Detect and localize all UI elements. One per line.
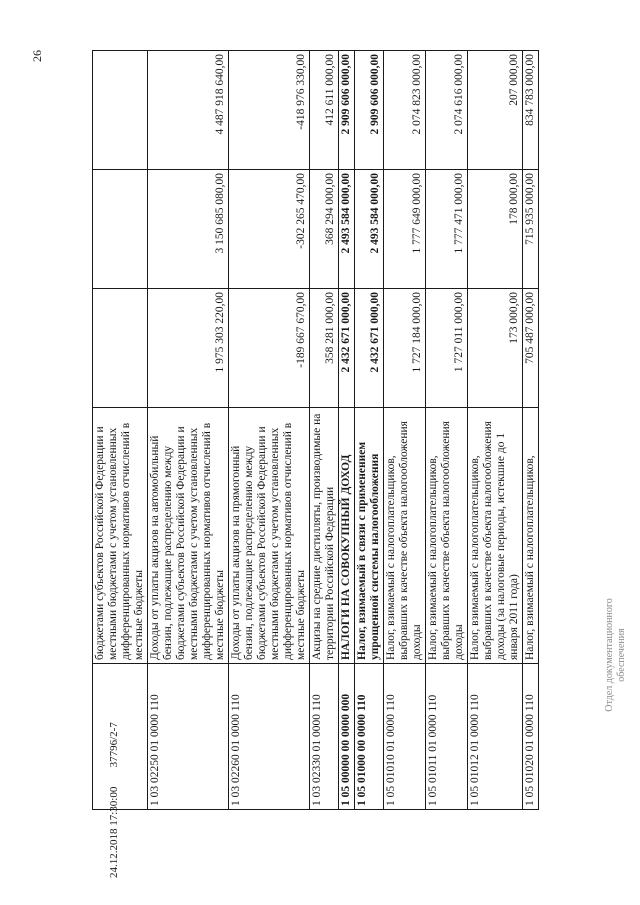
value-2021-cell: 412 611 000,00 [310,51,339,170]
name-cell: НАЛОГИ НА СОВОКУПНЫЙ ДОХОД [339,408,355,664]
name-cell: бюджетами субъектов Российской Федерации и местными бюджетами с учетом установленных дифференцированных нормативов отчислений в местные бюджеты [93,408,148,664]
value-2020-cell: 368 294 000,00 [310,170,339,289]
value-2021-cell: 207 000,00 [468,51,523,170]
table-row [355,51,384,810]
value-2020-cell: 1 777 649 000,00 [384,170,426,289]
value-2020-cell: 2 493 584 000,00 [355,170,384,289]
stamp-line: Отдел документационного [604,598,615,712]
code-cell: 1 05 01011 01 0000 110 [426,664,468,810]
value-2020-cell: 3 150 685 080,00 [148,170,229,289]
name-cell: Налог, взимаемый с налогоплательщиков, выбравших в качестве объекта налогообложения доходы [426,408,468,664]
code-cell: 1 03 02250 01 0000 110 [148,664,229,810]
footer-date: 24.12.2018 17:30:00 [108,786,120,878]
name-cell: Налог, взимаемый с налогоплательщиков, выбравших в качестве объекта налогообложения доходы (за налоговые периоды, истекшие до 1 января 2011 года) [468,408,523,664]
code-cell: 1 03 02260 01 0000 110 [229,664,310,810]
value-2020-cell: 1 777 471 000,00 [426,170,468,289]
value-2021-cell: -418 976 330,00 [229,51,310,170]
value-2020-cell: 178 000,00 [468,170,523,289]
page-number: 26 [30,50,44,62]
value-2021-cell: 2 074 616 000,00 [426,51,468,170]
footer [108,722,120,878]
code-cell: 1 05 01000 00 0000 110 [355,664,384,810]
value-2019-cell: 705 487 000,00 [523,289,539,408]
name-cell: Налог, взимаемый в связи с применением упрощенной системы налогообложения [355,408,384,664]
table-row [468,51,523,810]
table-row [93,51,148,810]
value-2019-cell: 2 432 671 000,00 [355,289,384,408]
value-2021-cell: 4 487 918 640,00 [148,51,229,170]
code-cell [93,664,148,810]
table-body [93,51,539,810]
value-2019-cell [93,289,148,408]
table-row [384,51,426,810]
value-2020-cell: 715 935 000,00 [523,170,539,289]
code-cell: 1 03 02330 01 0000 110 [310,664,339,810]
code-cell: 1 05 01020 01 0000 110 [523,664,539,810]
name-cell: Доходы от уплаты акцизов на прямогонный бензин, подлежащие распределению между бюджетами субъектов Российской Федерации и местными бюджетами с учетом установленных дифференцированных нормативов отчислений в местные бюджеты [229,408,310,664]
name-cell: Налог, взимаемый с налогоплательщиков, выбравших в качестве объекта налогообложения доходы [384,408,426,664]
budget-table [92,50,539,810]
table-row [148,51,229,810]
value-2019-cell: 1 727 011 000,00 [426,289,468,408]
table-row [426,51,468,810]
code-cell: 1 05 00000 00 0000 000 [339,664,355,810]
value-2021-cell: 2 909 606 000,00 [355,51,384,170]
value-2019-cell: 1 727 184 000,00 [384,289,426,408]
value-2019-cell: 1 975 303 220,00 [148,289,229,408]
department-stamp [604,580,628,730]
value-2019-cell: 173 000,00 [468,289,523,408]
code-cell: 1 05 01010 01 0000 110 [384,664,426,810]
table-row [229,51,310,810]
value-2021-cell: 834 783 000,00 [523,51,539,170]
value-2020-cell: -302 265 470,00 [229,170,310,289]
value-2019-cell: -189 667 670,00 [229,289,310,408]
value-2020-cell: 2 493 584 000,00 [339,170,355,289]
footer-doc-number: 37796/2-7 [108,722,120,768]
value-2019-cell: 358 281 000,00 [310,289,339,408]
name-cell: Доходы от уплаты акцизов на автомобильный бензин, подлежащие распределению между бюджетами субъектов Российской Федерации и местными бюджетами с учетом установленных дифференцированных нормативов отчислений в местные бюджеты [148,408,229,664]
rotated-budget-table [92,50,582,810]
code-cell: 1 05 01012 01 0000 110 [468,664,523,810]
table-row [339,51,355,810]
stamp-line: обеспечения [616,628,627,682]
table-row [310,51,339,810]
value-2019-cell: 2 432 671 000,00 [339,289,355,408]
value-2021-cell [93,51,148,170]
value-2020-cell [93,170,148,289]
value-2021-cell: 2 909 606 000,00 [339,51,355,170]
name-cell: Акцизы на средние дистилляты, производимые на территории Российской Федерации [310,408,339,664]
name-cell: Налог, взимаемый с налогоплательщиков, [523,408,539,664]
table-row [523,51,539,810]
value-2021-cell: 2 074 823 000,00 [384,51,426,170]
